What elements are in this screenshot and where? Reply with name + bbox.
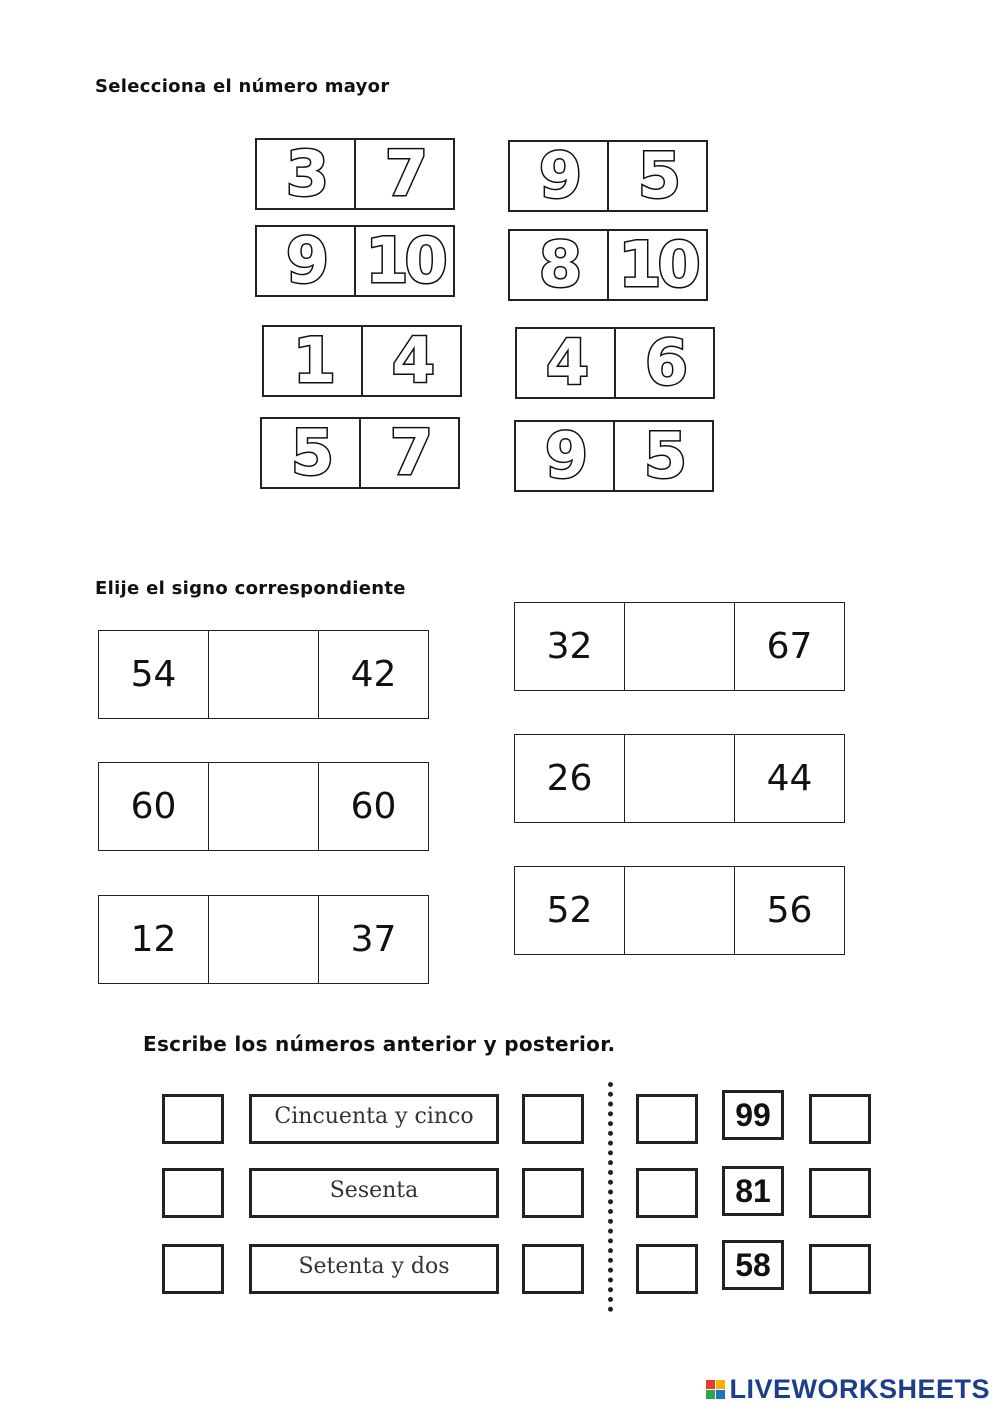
number-pair xyxy=(262,325,462,397)
answer-after-input[interactable] xyxy=(522,1094,584,1144)
pair-option-b[interactable] xyxy=(359,416,458,489)
given-number: 58 xyxy=(722,1240,784,1290)
answer-before-input[interactable] xyxy=(162,1168,224,1218)
digit: 4 xyxy=(391,324,432,397)
compare-right-value: 44 xyxy=(734,735,844,822)
section3-title: Escribe los números anterior y posterior. xyxy=(143,1032,616,1056)
pair-option-a[interactable] xyxy=(262,416,359,489)
number-pair xyxy=(255,138,455,210)
digit: 10 xyxy=(365,224,444,297)
sign-input[interactable] xyxy=(208,631,318,718)
answer-after-input[interactable] xyxy=(809,1168,871,1218)
compare-right-value: 60 xyxy=(318,763,428,850)
logo-text: LIVEWORKSHEETS xyxy=(729,1374,990,1404)
digit: 9 xyxy=(544,419,585,492)
sign-input[interactable] xyxy=(624,603,734,690)
digit: 6 xyxy=(644,326,685,399)
compare-row xyxy=(98,895,429,984)
compare-left-value: 12 xyxy=(130,919,177,960)
compare-row xyxy=(514,734,845,823)
logo-square xyxy=(716,1380,725,1389)
logo-square xyxy=(706,1380,715,1389)
pair-option-b[interactable] xyxy=(614,326,713,399)
pair-option-a[interactable] xyxy=(257,137,354,210)
pair-option-b[interactable] xyxy=(613,419,712,492)
digit: 8 xyxy=(538,228,579,301)
pair-option-a[interactable] xyxy=(264,324,361,397)
answer-before-input[interactable] xyxy=(636,1094,698,1144)
compare-right-value: 37 xyxy=(318,896,428,983)
answer-before-input[interactable] xyxy=(162,1244,224,1294)
compare-row xyxy=(98,630,429,719)
given-number: 99 xyxy=(722,1090,784,1140)
compare-left-value: 54 xyxy=(130,654,177,695)
answer-after-input[interactable] xyxy=(809,1244,871,1294)
answer-after-input[interactable] xyxy=(522,1168,584,1218)
number-word: Setenta y dos xyxy=(249,1244,499,1294)
section2-title: Elije el signo correspondiente xyxy=(95,578,406,599)
compare-right-value: 67 xyxy=(734,603,844,690)
logo-mark-icon xyxy=(706,1380,725,1399)
pair-option-b[interactable] xyxy=(354,224,453,297)
compare-right-value: 42 xyxy=(318,631,428,718)
compare-row xyxy=(98,762,429,851)
sign-input[interactable] xyxy=(208,896,318,983)
number-pair xyxy=(260,417,460,489)
number-word: Cincuenta y cinco xyxy=(249,1094,499,1144)
compare-row xyxy=(514,866,845,955)
pair-option-a[interactable] xyxy=(516,419,613,492)
digit: 3 xyxy=(285,137,326,210)
logo-square xyxy=(716,1390,725,1399)
number-pair xyxy=(514,420,714,492)
number-pair xyxy=(255,225,455,297)
compare-left-value: 60 xyxy=(130,786,177,827)
liveworksheets-logo xyxy=(706,1374,990,1405)
compare-left-value: 32 xyxy=(546,626,593,667)
pair-option-b[interactable] xyxy=(361,324,460,397)
sign-input[interactable] xyxy=(624,867,734,954)
digit: 1 xyxy=(292,324,333,397)
compare-left-value: 26 xyxy=(546,758,593,799)
number-word: Sesenta xyxy=(249,1168,499,1218)
digit: 7 xyxy=(389,416,430,489)
pair-option-b[interactable] xyxy=(607,228,706,301)
digit: 9 xyxy=(285,224,326,297)
pair-option-a[interactable] xyxy=(257,224,354,297)
answer-after-input[interactable] xyxy=(809,1094,871,1144)
digit: 5 xyxy=(643,419,684,492)
sign-input[interactable] xyxy=(208,763,318,850)
compare-row xyxy=(514,602,845,691)
compare-left-value: 52 xyxy=(546,890,593,931)
answer-after-input[interactable] xyxy=(522,1244,584,1294)
pair-option-a[interactable] xyxy=(510,228,607,301)
pair-option-b[interactable] xyxy=(354,137,453,210)
digit: 10 xyxy=(618,228,697,301)
answer-before-input[interactable] xyxy=(636,1168,698,1218)
digit: 7 xyxy=(384,137,425,210)
number-pair xyxy=(515,327,715,399)
number-pair xyxy=(508,140,708,212)
dotted-divider xyxy=(608,1082,613,1312)
number-pair xyxy=(508,229,708,301)
compare-right-value: 56 xyxy=(734,867,844,954)
pair-option-a[interactable] xyxy=(517,326,614,399)
digit: 5 xyxy=(637,139,678,212)
answer-before-input[interactable] xyxy=(162,1094,224,1144)
digit: 9 xyxy=(538,139,579,212)
pair-option-a[interactable] xyxy=(510,139,607,212)
section1-title: Selecciona el número mayor xyxy=(95,76,390,97)
given-number: 81 xyxy=(722,1166,784,1216)
sign-input[interactable] xyxy=(624,735,734,822)
logo-square xyxy=(706,1390,715,1399)
answer-before-input[interactable] xyxy=(636,1244,698,1294)
pair-option-b[interactable] xyxy=(607,139,706,212)
digit: 4 xyxy=(545,326,586,399)
digit: 5 xyxy=(290,416,331,489)
